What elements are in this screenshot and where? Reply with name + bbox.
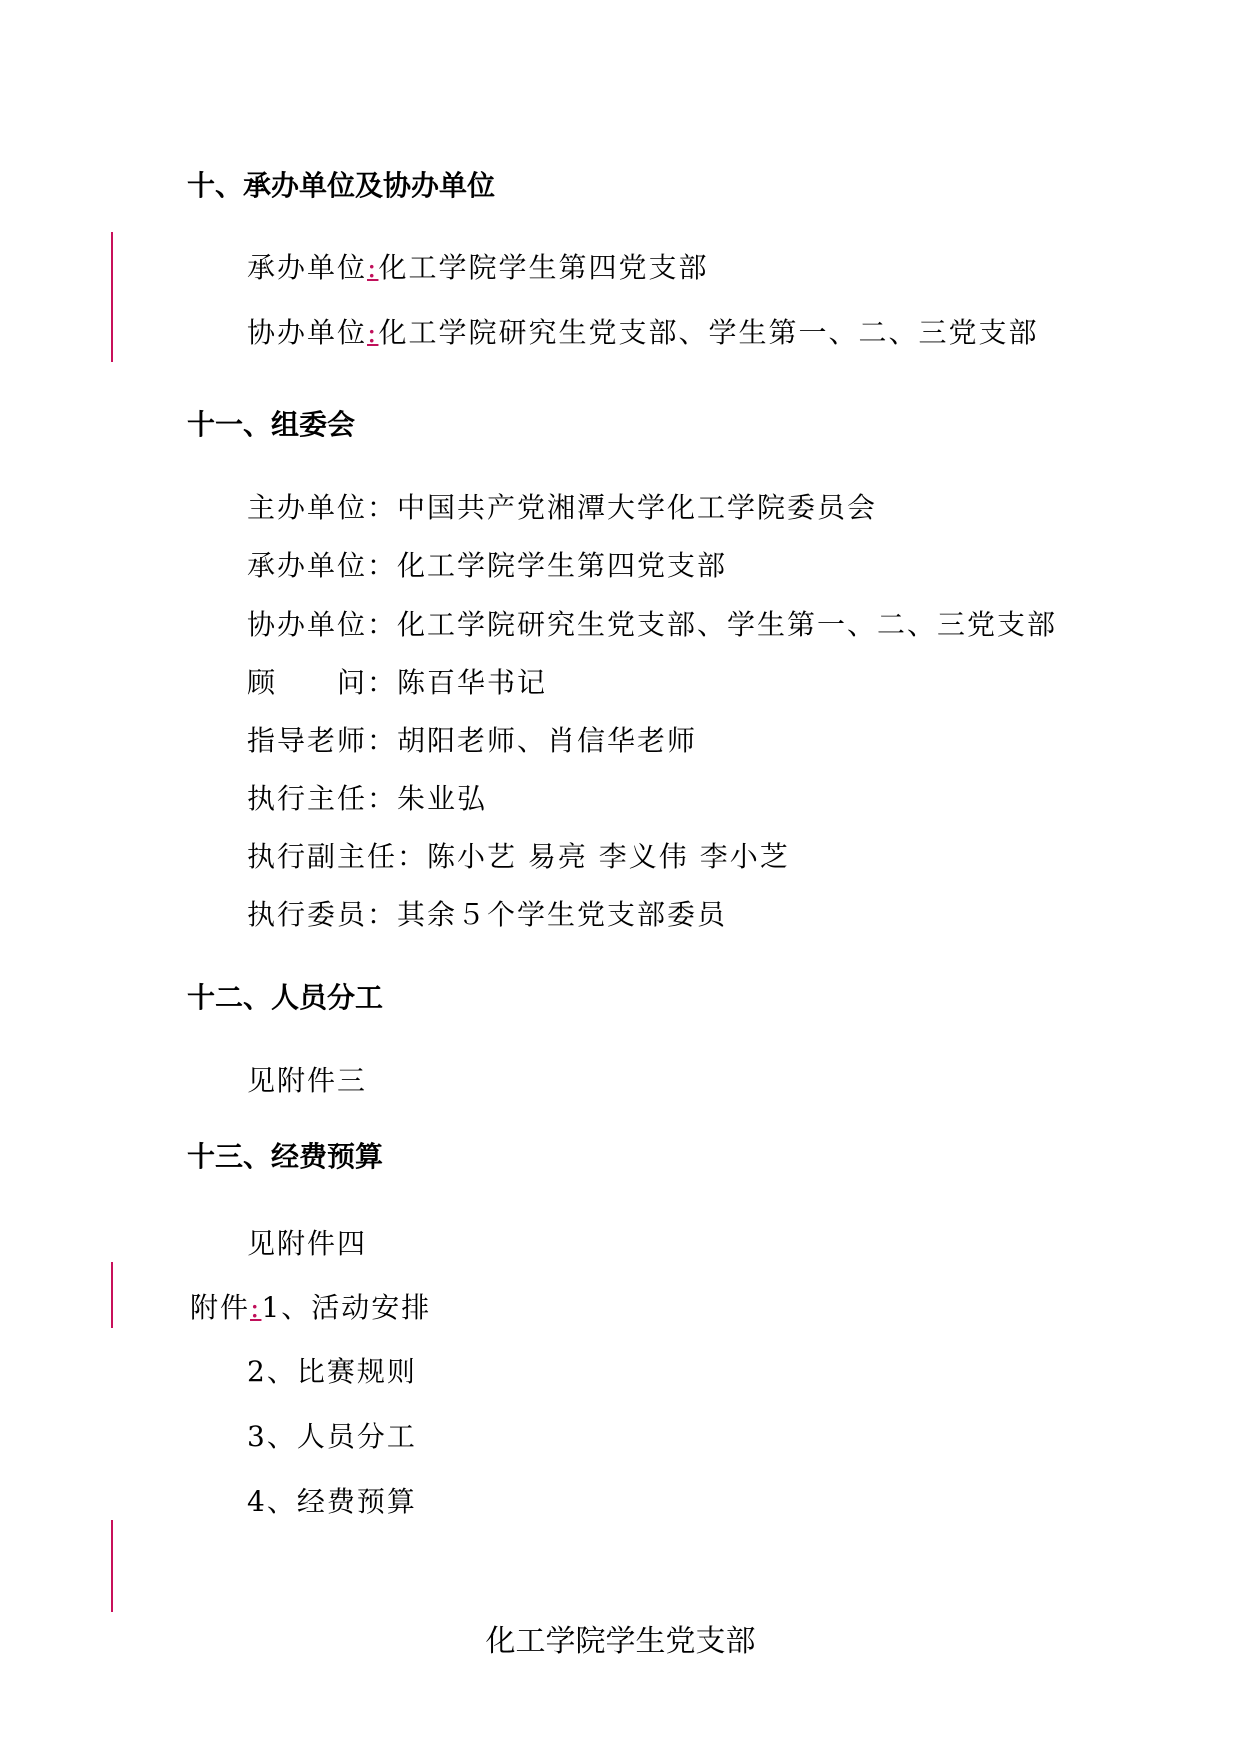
committee-row: 顾 问：陈百华书记: [247, 666, 548, 699]
signature-organization: 化工学院学生党支部: [485, 1624, 756, 1659]
value: 化工学院学生第四党支部: [378, 251, 709, 284]
label: 协办单位: [247, 316, 368, 349]
committee-row: 协办单位：化工学院研究生党支部、学生第一、二、三党支部: [247, 608, 1058, 641]
section-heading: 十二、人员分工: [187, 981, 384, 1014]
paragraph-co-organizer: [247, 311, 1038, 351]
committee-row: 指导老师：胡阳老师、肖信华老师: [247, 724, 698, 757]
revision-bar: [111, 232, 113, 362]
section-heading: 十三、经费预算: [187, 1140, 384, 1173]
committee-row: 执行委员：其余５个学生党支部委员: [247, 898, 728, 931]
committee-row: 承办单位：化工学院学生第四党支部: [247, 549, 728, 582]
committee-row: 执行主任：朱业弘: [247, 782, 488, 815]
value: 化工学院研究生党支部、学生第一、二、三党支部: [378, 316, 1039, 349]
section-heading: 十、承办单位及协办单位: [187, 169, 496, 202]
committee-row: 执行副主任：陈小艺 易亮 李义伟 李小芝: [247, 840, 790, 873]
attachment-item: 1、活动安排: [261, 1291, 432, 1324]
revision-colon: :: [367, 316, 379, 349]
committee-row: 主办单位：中国共产党湘潭大学化工学院委员会: [247, 491, 878, 524]
revision-bar: [111, 1520, 113, 1612]
attachment-item: 3、人员分工: [247, 1420, 417, 1453]
attachment-item: 2、比赛规则: [247, 1355, 417, 1388]
paragraph: 见附件四: [247, 1227, 368, 1260]
attachments-label: 附件: [190, 1291, 251, 1324]
paragraph: 见附件三: [247, 1064, 368, 1097]
attachment-item: 4、经费预算: [247, 1485, 417, 1518]
revision-bar: [111, 1262, 113, 1328]
section-heading: 十一、组委会: [187, 408, 356, 441]
label: 承办单位: [247, 251, 368, 284]
revision-colon: :: [367, 251, 379, 284]
revision-colon: :: [250, 1291, 262, 1324]
attachments-first: [190, 1286, 431, 1326]
paragraph-organizer: [247, 246, 708, 286]
